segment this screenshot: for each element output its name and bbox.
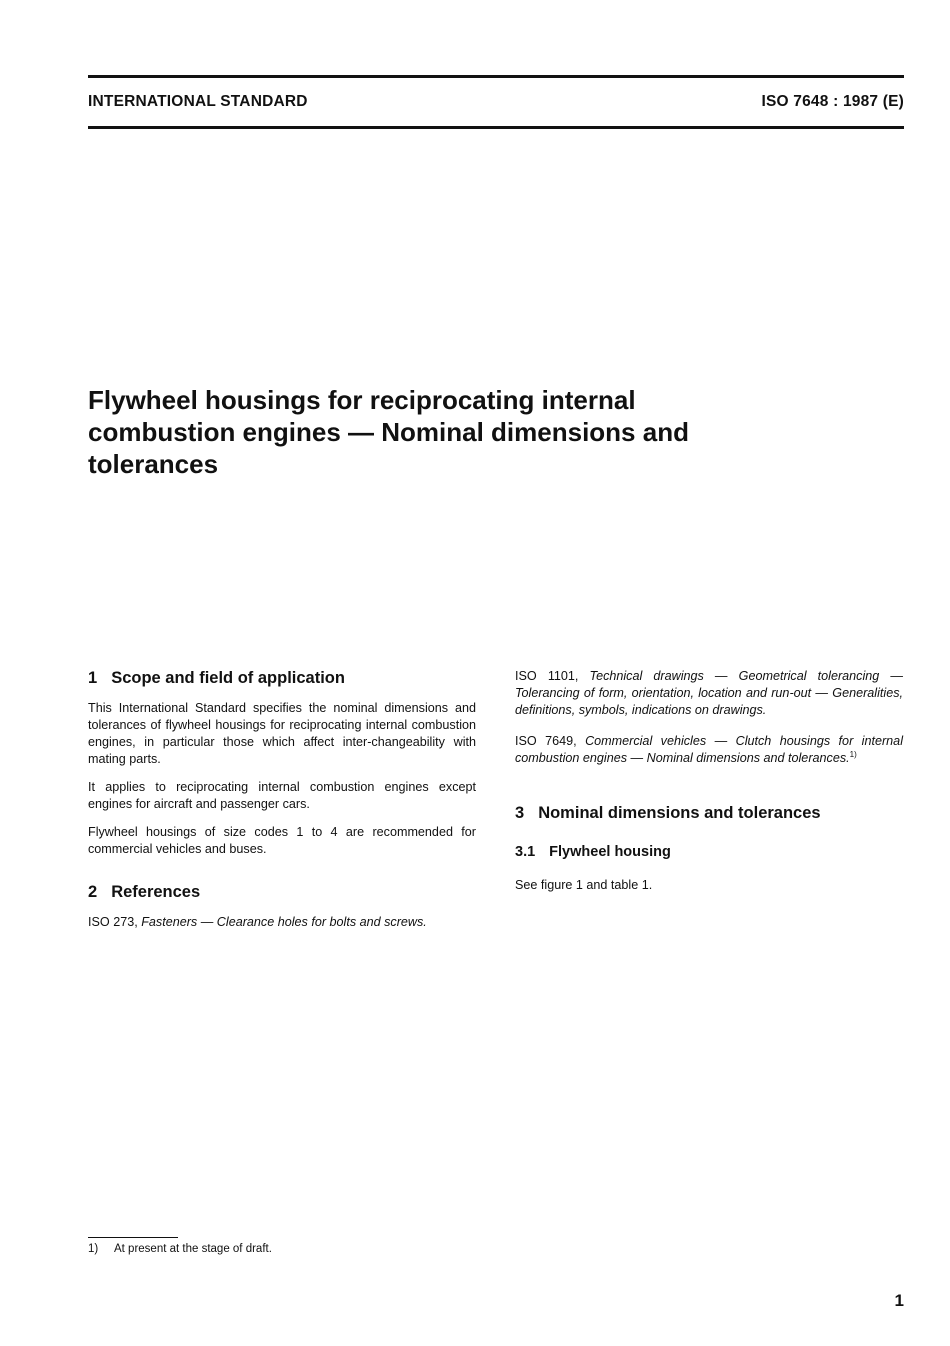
document-title — [88, 384, 848, 480]
document-type: INTERNATIONAL STANDARD — [88, 93, 308, 110]
reference-iso-1101 — [515, 668, 903, 719]
reference-iso-7649 — [515, 733, 903, 767]
footnote — [88, 1242, 272, 1256]
section-2-number: 2 — [88, 883, 98, 901]
section-3-title: Nominal dimensions and tolerances — [538, 804, 821, 822]
section-1-heading — [88, 668, 476, 688]
reference-code: ISO 7649, — [515, 734, 586, 748]
section-3-heading — [515, 803, 903, 823]
section-2-heading — [88, 882, 476, 902]
reference-title: Commercial vehicles — Clutch housings for internal combustion engines — Nominal dimensions and tolerances. — [515, 734, 903, 765]
scope-paragraph-1: This International Standard specifies the nominal dimensions and tolerances of flywheel housings for reciprocating internal combustion engines, in particular those which affect inter-changeability with mating parts. — [88, 701, 476, 766]
left-column — [88, 668, 476, 942]
section-2-title: References — [111, 883, 201, 901]
scope-paragraph-3: Flywheel housings of size codes 1 to 4 are recommended for commercial vehicles and buses. — [88, 825, 476, 856]
subsection-3-1-heading — [515, 843, 903, 861]
reference-title: Technical drawings — Geometrical tolerancing — Tolerancing of form, orientation, location and run-out — Generalities, definitions, symbols, indications on drawings. — [515, 669, 903, 717]
reference-iso-273 — [88, 914, 476, 931]
title-line-3: tolerances — [88, 449, 219, 479]
subsection-3-1-number: 3.1 — [515, 844, 536, 860]
footnote-reference: 1) — [849, 750, 857, 759]
reference-title: Fasteners — Clearance holes for bolts and screws. — [141, 915, 427, 929]
title-line-2: combustion engines — Nominal dimensions and — [88, 417, 689, 447]
subsection-3-1-title: Flywheel housing — [549, 844, 671, 860]
standard-number: ISO 7648 : 1987 (E) — [761, 93, 904, 110]
section-1-title: Scope and field of application — [111, 669, 345, 687]
footnote-text: At present at the stage of draft. — [114, 1243, 272, 1255]
subsection-3-1-text: See figure 1 and table 1. — [515, 878, 653, 892]
footnote-mark: 1) — [88, 1243, 99, 1255]
title-line-1: Flywheel housings for reciprocating internal — [88, 385, 636, 415]
right-column — [515, 668, 903, 905]
reference-code: ISO 273, — [88, 915, 142, 929]
page-number: 1 — [894, 1291, 904, 1310]
header-bottom-rule — [88, 126, 904, 129]
scope-paragraph-2: It applies to reciprocating internal combustion engines except engines for aircraft and passenger cars. — [88, 780, 476, 811]
reference-code: ISO 1101, — [515, 669, 590, 683]
header-top-rule — [88, 75, 904, 78]
footnote-rule — [88, 1237, 178, 1238]
section-3-number: 3 — [515, 804, 525, 822]
section-1-number: 1 — [88, 669, 98, 687]
